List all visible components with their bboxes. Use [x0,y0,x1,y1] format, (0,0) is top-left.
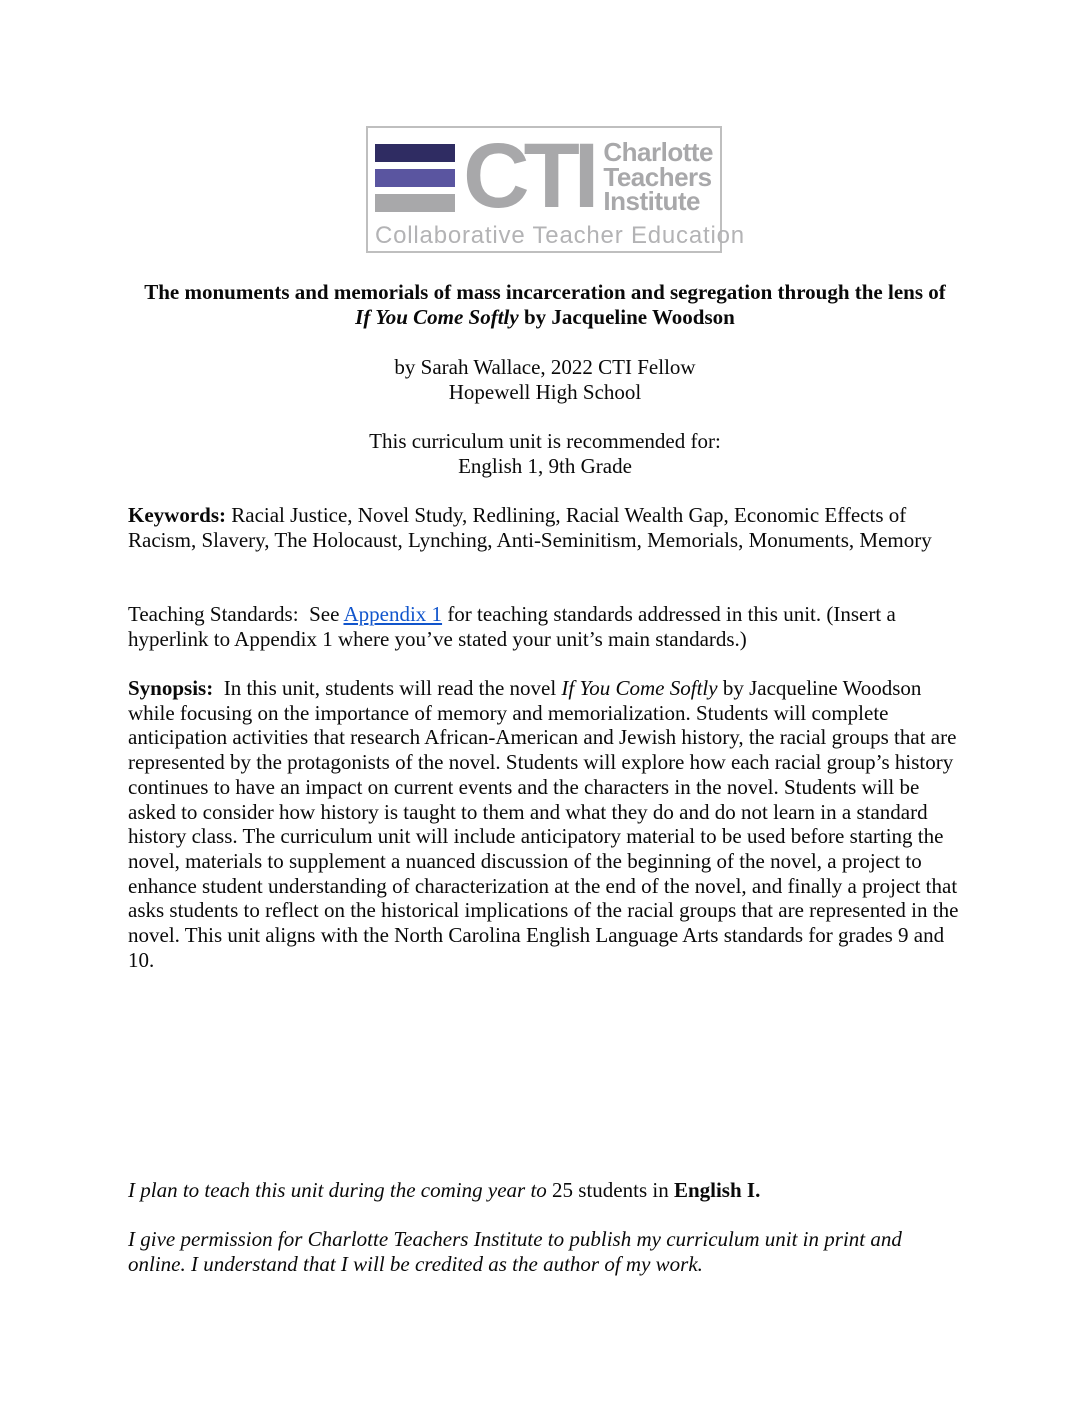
cti-logo [366,125,745,253]
synopsis-book-name: If You Come Softly [561,676,718,700]
teaching-standards-paragraph [128,602,962,651]
unit-title [128,280,962,329]
unit-title-line2 [128,305,962,330]
permission-statement: I give permission for Charlotte Teachers Institute to publish my curriculum unit in print and online. I understand that I will be credited as the author of my work. [128,1227,908,1276]
plan-italic-text: I plan to teach this unit during the coming year to [128,1178,553,1202]
keywords-paragraph [128,503,962,552]
unit-title-line1: The monuments and memorials of mass incarceration and segregation through the lens of [144,280,946,304]
cti-wordmark: CTI [463,125,594,227]
synopsis-text-after: by Jacqueline Woodson while focusing on the importance of memory and memorialization. Students will complete anticipation activities that research African-American and Jewish history, the racial groups that are represented by the protagonists of the novel. Students will explore how each racial group’s history continues to have an impact on current events and the characters in the novel. Students will be asked to consider how history is taught to them and what they do and do not learn in a standard history class. The curriculum unit will include anticipatory material to be used before starting the novel, materials to supplement a nuanced discussion of the beginning of the novel, a project to enhance student understanding of characterization at the end of the novel, and finally a project that asks students to reflect on the historical implications of the racial groups that are represented in the novel. This unit aligns with the North Carolina English Language Arts standards for grades 9 and 10. [128,676,964,972]
recommendation-block [128,429,962,478]
synopsis-paragraph [128,676,962,972]
recommendation-value: English 1, 9th Grade [458,453,632,478]
standards-text-before: Teaching Standards: See [128,602,344,626]
standards-text-after: for teaching standards addressed in this unit. (Insert a hyperlink to Appendix 1 where you’ve stated your unit’s main standards.) [128,602,902,651]
synopsis-label: Synopsis: [128,676,214,700]
keywords-label: Keywords: [128,503,226,527]
logo-org-line1: Charlotte [603,137,713,167]
appendix-1-link[interactable]: Appendix 1 [343,602,443,626]
author-school: Hopewell High School [448,379,642,404]
logo-tagline: Collaborative Teacher Education [375,222,745,249]
logo-bar-navy [375,144,455,162]
logo-org-line3: Institute [603,186,700,216]
logo-org-name [603,137,713,216]
logo-main-row [375,125,713,227]
plan-student-count: 25 students in [552,1178,674,1202]
logo-org-line2: Teachers [603,161,712,192]
author-byline: by Sarah Wallace, 2022 CTI Fellow [394,355,696,379]
teaching-plan-statement [128,1178,962,1203]
logo-bars-icon [375,144,455,212]
author-block [128,355,962,404]
synopsis-text-before: In this unit, students will read the novel [213,676,562,700]
unit-title-author: by Jacqueline Woodson [518,304,735,329]
logo-bar-gray [375,194,455,212]
keywords-list: Racial Justice, Novel Study, Redlining, Racial Wealth Gap, Economic Effects of Racism, Slavery, The Holocaust, Lynching, Anti-Seminitism, Memorials, Monuments, Memory [128,503,932,552]
recommendation-label: This curriculum unit is recommended for: [369,429,721,453]
unit-title-book-name: If You Come Softly [355,304,519,329]
plan-course-name: English I. [673,1178,761,1202]
logo-bar-purple [375,169,455,187]
